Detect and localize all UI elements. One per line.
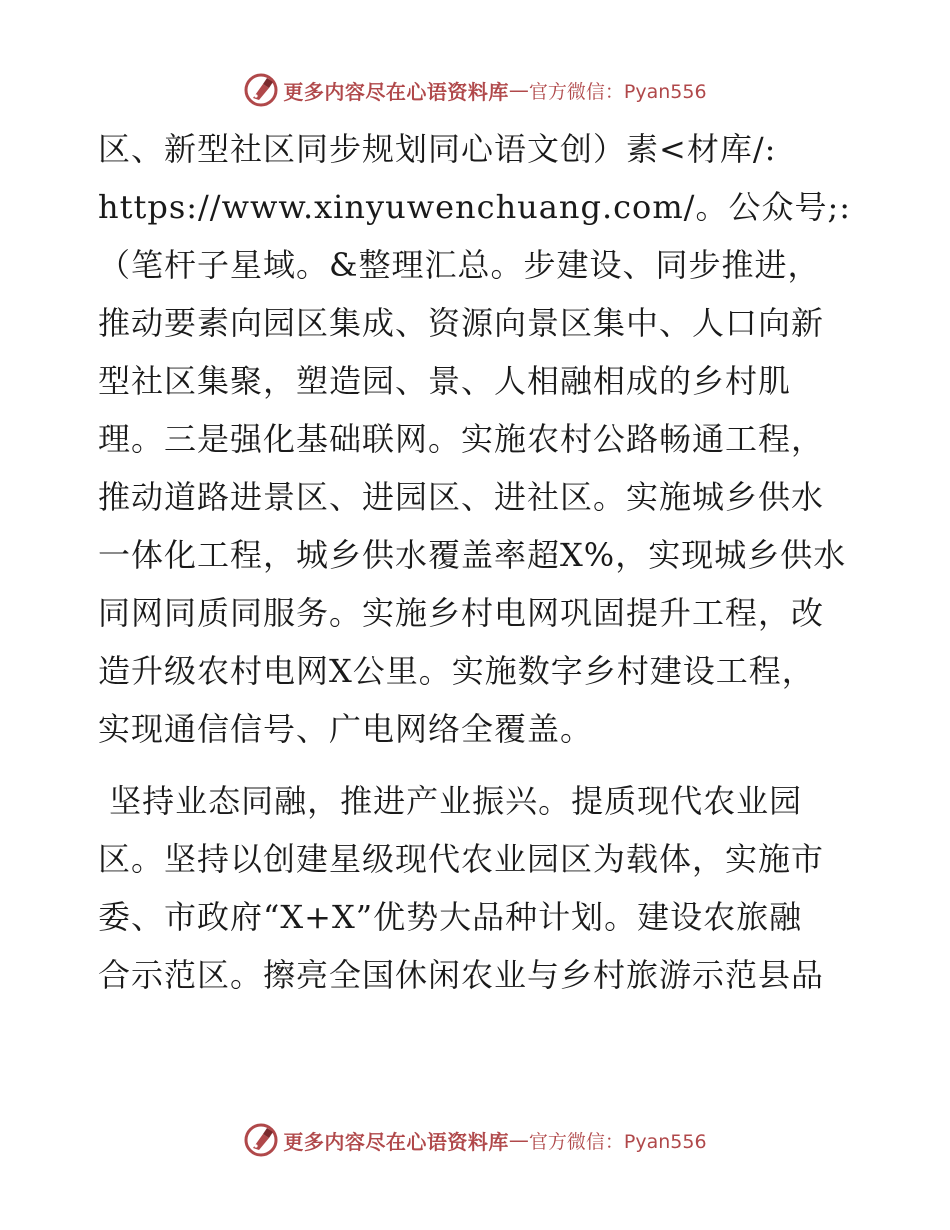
text-line: 一体化工程，城乡供水覆盖率超X%，实现城乡供水 [98, 536, 847, 574]
watermark-wechat: 官方微信：Pyan556 [528, 80, 707, 103]
text-line: 合示范区。擦亮全国休闲农业与乡村旅游示范县品 [98, 956, 825, 994]
watermark-dash: — [508, 78, 529, 102]
text-line: 推动要素向园区集成、资源向景区集中、人口向新 [98, 304, 825, 342]
watermark-text: 更多内容尽在心语资料库 [283, 79, 509, 104]
header-watermark-banner [0, 70, 950, 110]
text-line: 理。三是强化基础联网。实施农村公路畅通工程， [98, 420, 825, 458]
pen-nib-logo-icon [243, 1122, 279, 1158]
pen-nib-logo-icon [243, 72, 279, 108]
text-line: 坚持业态同融，推进产业振兴。提质现代农业园 [98, 782, 803, 820]
document-body [98, 120, 868, 1004]
text-line: 推动道路进景区、进园区、进社区。实施城乡供水 [98, 478, 825, 516]
watermark-dash: — [508, 1128, 529, 1152]
text-line: 实现通信信号、广电网络全覆盖。 [98, 710, 594, 748]
text-line: 同网同质同服务。实施乡村电网巩固提升工程，改 [98, 594, 825, 632]
text-line: 造升级农村电网X公里。实施数字乡村建设工程， [98, 652, 815, 690]
text-line: 区、新型社区同步规划同心语文创）素<材库/: [98, 130, 777, 168]
text-line: 型社区集聚，塑造园、景、人相融相成的乡村肌 [98, 362, 792, 400]
text-line: 委、市政府“X+X”优势大品种计划。建设农旅融 [98, 898, 803, 936]
footer-watermark-banner [0, 1120, 950, 1160]
paragraph-gap [98, 758, 868, 772]
watermark-text: 更多内容尽在心语资料库 [283, 1129, 509, 1154]
text-line: 区。坚持以创建星级现代农业园区为载体，实施市 [98, 840, 825, 878]
watermark-wechat: 官方微信：Pyan556 [528, 1130, 707, 1153]
text-line: https://www.xinyuwenchuang.com/。公众号;: [98, 188, 852, 226]
text-line: （笔杆子星域。&整理汇总。步建设、同步推进， [98, 246, 821, 284]
